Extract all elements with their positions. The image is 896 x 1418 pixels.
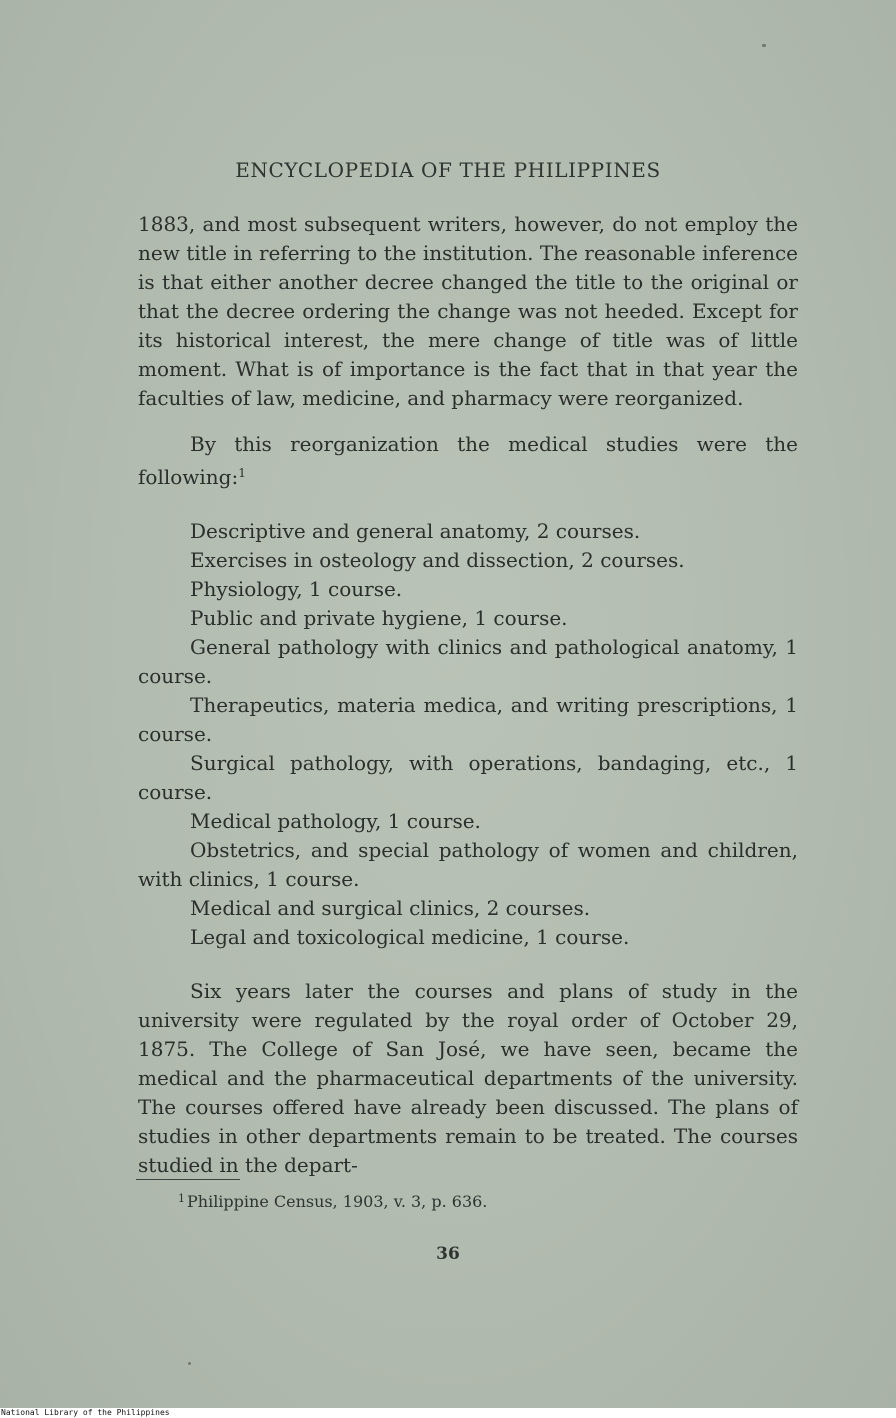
course-item: Medical and surgical clinics, 2 courses.: [190, 896, 591, 920]
running-head: ENCYCLOPEDIA OF THE PHILIPPINES: [235, 158, 661, 182]
course-item: Exercises in osteology and dissection, 2 courses.: [190, 548, 685, 572]
course-item: Obstetrics, and special pathology of women and children, with clinics, 1 course.: [138, 838, 798, 891]
footnote: [178, 1192, 487, 1211]
paragraph-1: 1883, and most subsequent writers, however, do not employ the new title in referring to the institution. The reasonable inference is that either another decree changed the title to the original or that the decree ordering the change was not heeded. Except for its historical interest, the mere change of title was of little moment. What is of importance is the fact that in that year the faculties of law, medicine, and pharmacy were reorganized.: [138, 212, 798, 410]
paragraph-3: Six years later the courses and plans of study in the university were regulated by the royal order of October 29, 1875. The College of San José, we have seen, became the medical and the pharmaceutical departments of the university. The courses offered have already been discussed. The plans of studies in other departments remain to be treated. The courses studied in the depart-: [138, 979, 798, 1177]
library-credit: National Library of the Philippines: [0, 1408, 896, 1418]
footnote-reference: 1: [238, 466, 246, 480]
body-text: [138, 210, 798, 1180]
medical-courses-list: [138, 517, 798, 952]
footnote-text: Philippine Census, 1903, v. 3, p. 636.: [187, 1192, 488, 1211]
course-item: Legal and toxicological medicine, 1 course.: [190, 925, 630, 949]
page-number: 36: [436, 1244, 460, 1264]
course-item: General pathology with clinics and pathological anatomy, 1 course.: [138, 635, 798, 688]
course-item: Public and private hygiene, 1 course.: [190, 606, 568, 630]
footnote-marker: 1: [178, 1192, 185, 1205]
course-item: Physiology, 1 course.: [190, 577, 403, 601]
footnote-rule: [136, 1179, 240, 1180]
paragraph-2: [138, 430, 798, 492]
paper-speck: [762, 44, 766, 47]
course-item: Surgical pathology, with operations, bandaging, etc., 1 course.: [138, 751, 798, 804]
course-item: Descriptive and general anatomy, 2 courses.: [190, 519, 641, 543]
course-item: Therapeutics, materia medica, and writing prescriptions, 1 course.: [138, 693, 798, 746]
paragraph-2-text: By this reorganization the medical studies were the following:: [138, 432, 798, 489]
course-item: Medical pathology, 1 course.: [190, 809, 481, 833]
paper-speck: [188, 1362, 191, 1365]
